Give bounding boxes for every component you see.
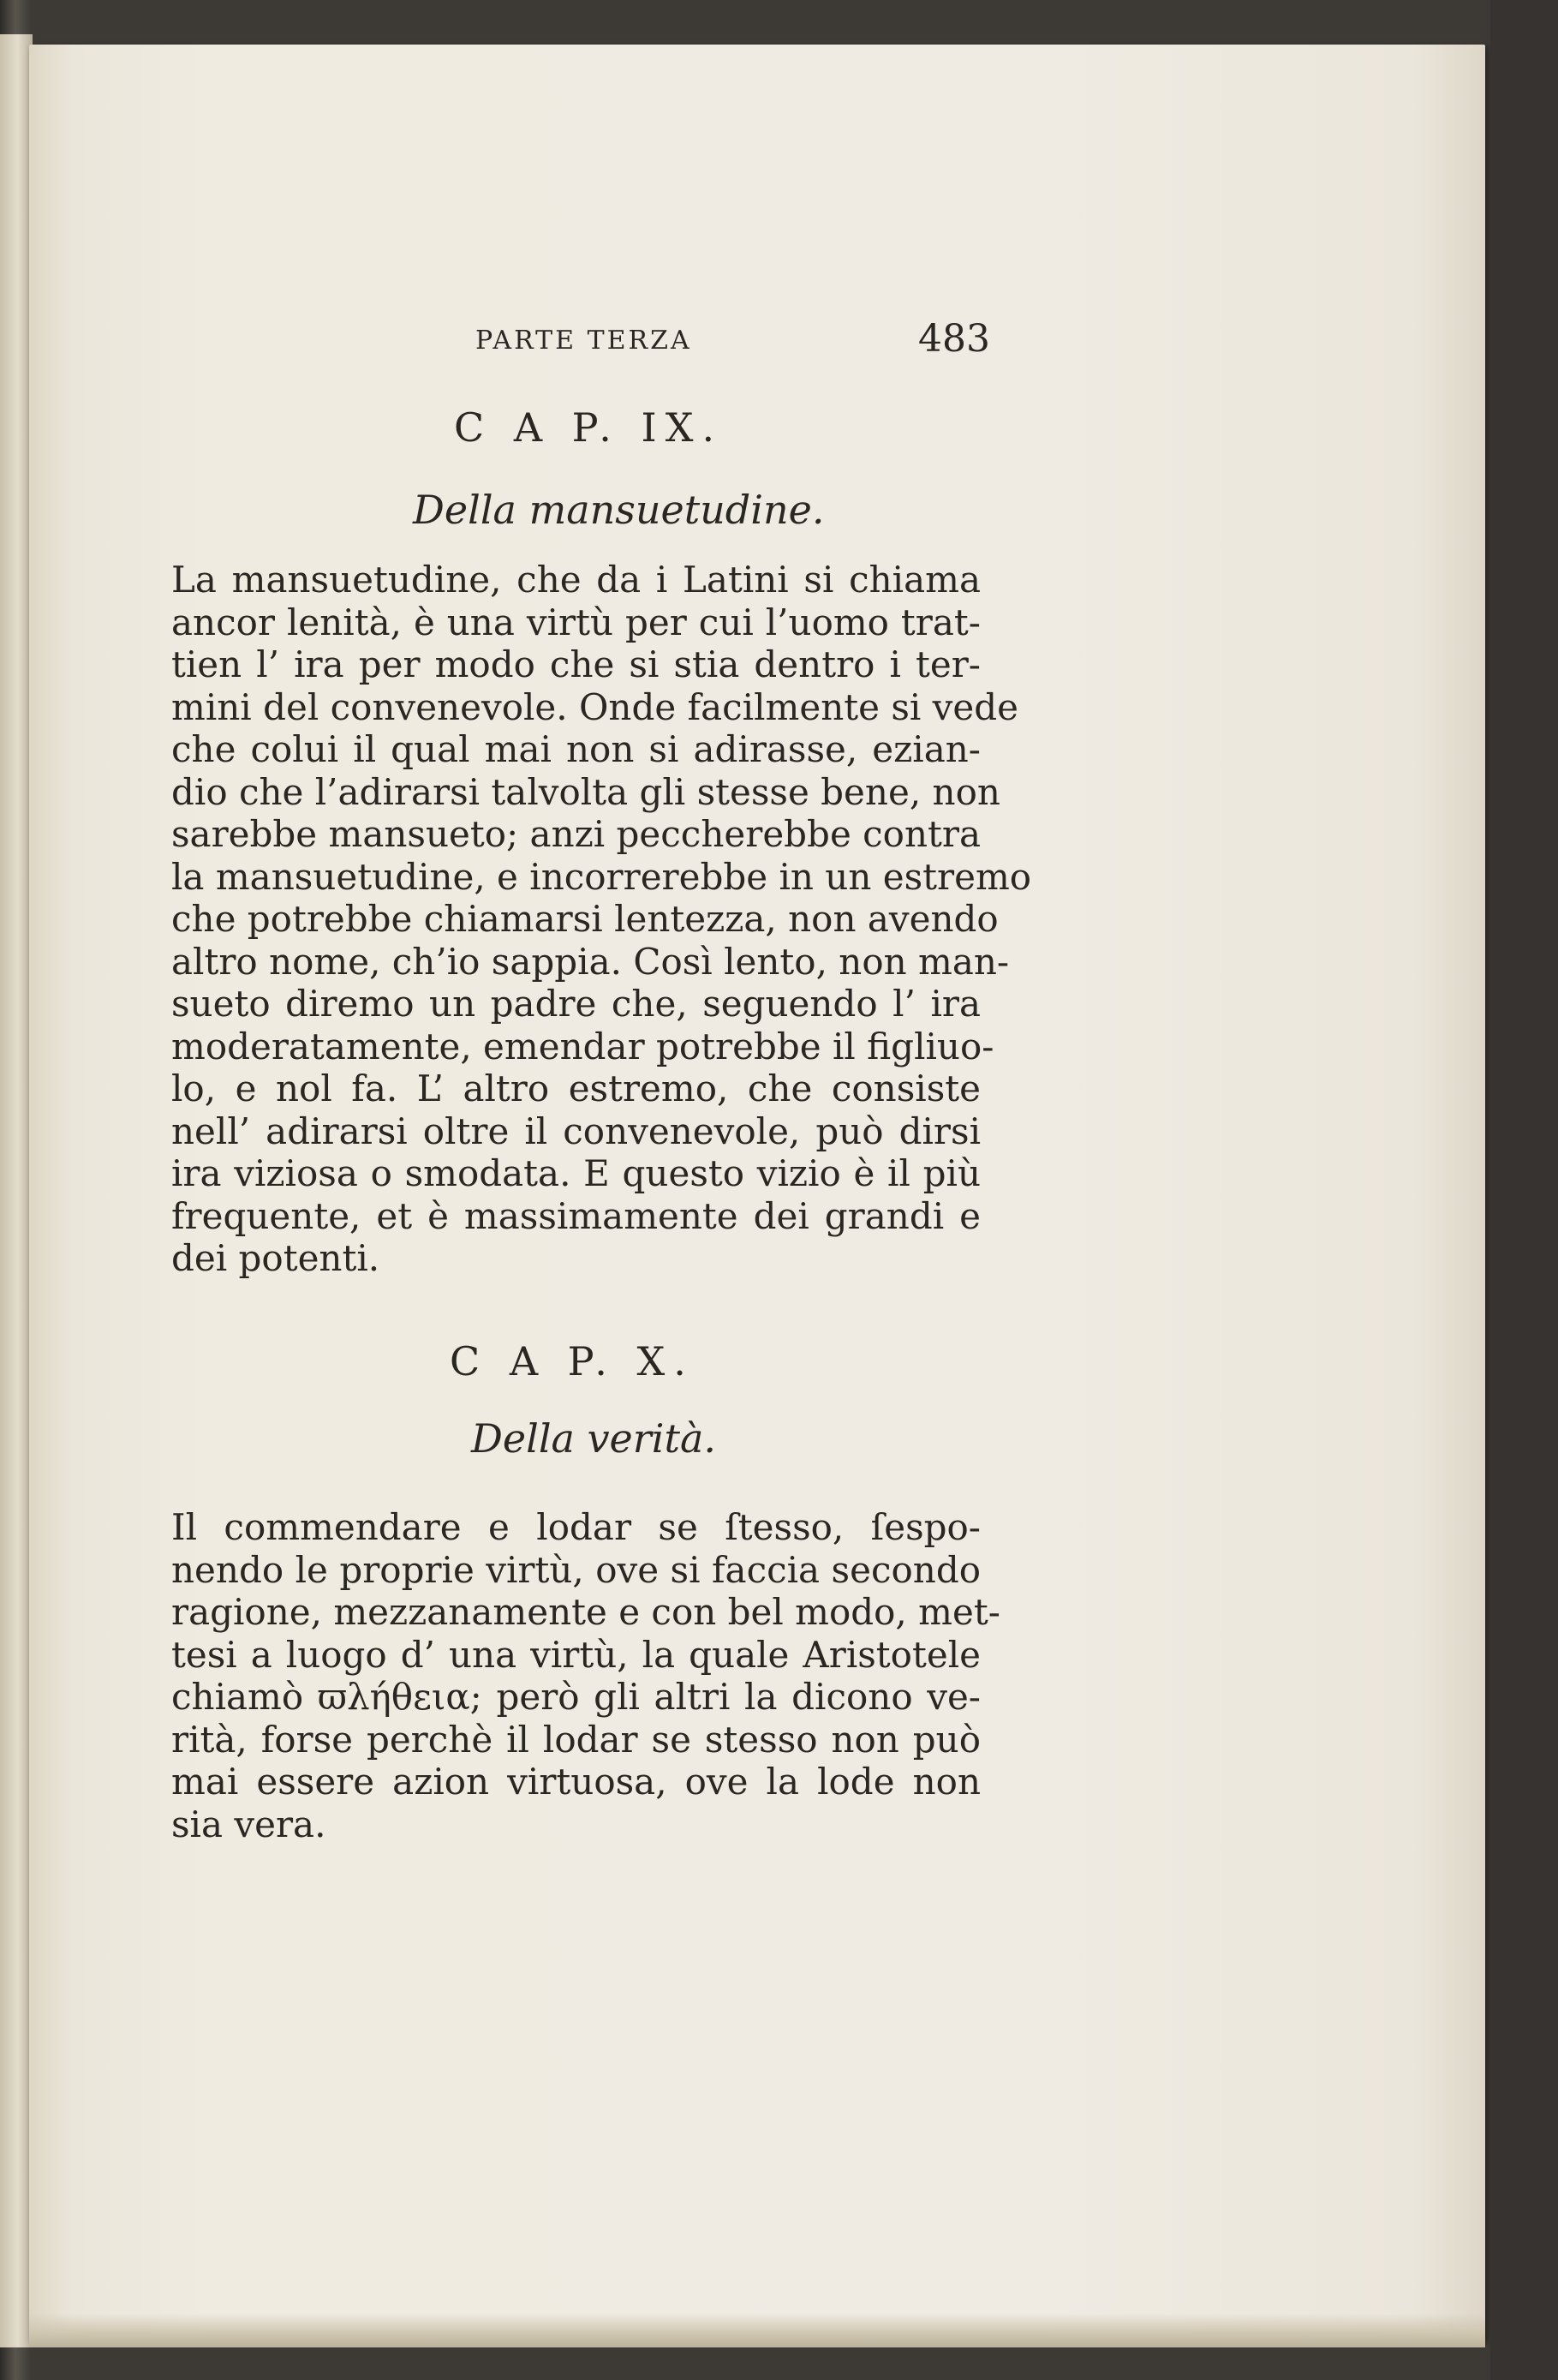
text-line: rità, forse perchè il lodar se stesso non può — [171, 1718, 981, 1761]
running-head: PARTE TERZA — [475, 326, 692, 356]
text-line: sarebbe mansueto; anzi peccherebbe contra — [171, 813, 981, 855]
page-number: 483 — [918, 317, 990, 361]
chapter-title: Della mansuetudine. — [413, 487, 825, 533]
text-line: dio che l’adirarsi talvolta gli stesse bene, non — [171, 770, 1000, 813]
text-line: nell’ adirarsi oltre il convenevole, può dirsi — [171, 1109, 981, 1152]
text-line: chiamò ϖλήθεια; però gli altri la dicono ve- — [171, 1676, 981, 1718]
text-line: che colui il qual mai non si adirasse, ezian- — [171, 728, 981, 770]
text-line: altro nome, ch’io sappia. Così lento, non man- — [171, 940, 1010, 983]
text-line: sia vera. — [171, 1803, 326, 1845]
text-line: mai essere azion virtuosa, ove la lode non — [171, 1761, 981, 1803]
text-line: tien l’ ira per modo che si stia dentro i ter- — [171, 643, 981, 685]
text-line: mini del convenevole. Onde facilmente si vede — [171, 685, 1018, 728]
chapter-heading: C A P. IX. — [454, 404, 724, 451]
text-line: sueto diremo un padre che, seguendo l’ ira — [171, 983, 981, 1025]
text-line: moderatamente, emendar potrebbe il figliuo- — [171, 1025, 994, 1067]
chapter-paragraph — [171, 559, 1032, 1280]
text-line: La mansuetudine, che da i Latini si chiama — [171, 559, 981, 601]
text-line: nendo le proprie virtù, ove si faccia secondo — [171, 1548, 981, 1591]
chapter-paragraph — [171, 1506, 1000, 1845]
text-line: dei potenti. — [171, 1237, 380, 1279]
text-line: lo, e nol fa. L’ altro estremo, che consiste — [171, 1067, 981, 1109]
chapter-heading: C A P. X. — [450, 1338, 695, 1384]
text-line: ancor lenità, è una virtù per cui l’uomo trat- — [171, 601, 981, 643]
chapter-title: Della verità. — [471, 1415, 717, 1462]
text-line: frequente, et è massimamente dei grandi e — [171, 1194, 981, 1237]
text-line: Il commendare e lodar se ſtesso, ſespo- — [171, 1506, 981, 1548]
text-line: tesi a luogo d’ una virtù, la quale Aristotele — [171, 1633, 981, 1676]
text-line: la mansuetudine, e incorrerebbe in un estremo — [171, 855, 1032, 898]
text-line: ragione, mezzanamente e con bel modo, met- — [171, 1591, 1000, 1633]
text-line: che potrebbe chiamarsi lentezza, non avendo — [171, 898, 999, 940]
text-line: ira viziosa o smodata. E questo vizio è il più — [171, 1152, 981, 1194]
